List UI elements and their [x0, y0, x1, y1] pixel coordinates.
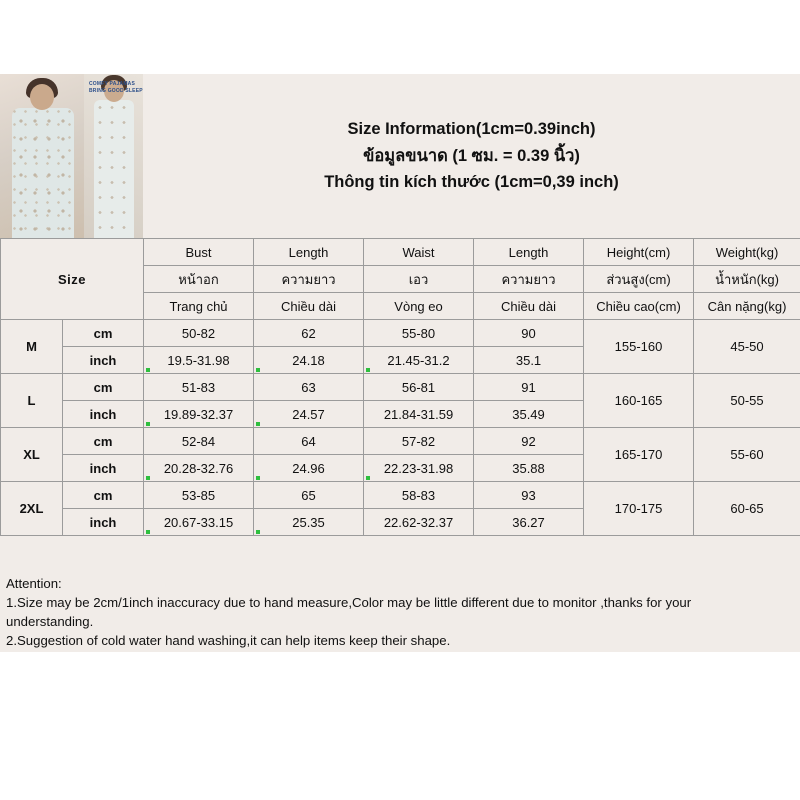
- header-length2-th: ความยาว: [474, 266, 584, 293]
- title-vietnamese: Thông tin kích thước (1cm=0,39 inch): [324, 173, 619, 191]
- m-cm-length1: 62: [254, 320, 364, 347]
- m-inch-bust: 19.5-31.98: [144, 347, 254, 374]
- header-height-vi: Chiều cao(cm): [584, 293, 694, 320]
- xxl-cm-length2: 93: [474, 482, 584, 509]
- row-size-xl: XL: [1, 428, 63, 482]
- xxl-cm-bust: 53-85: [144, 482, 254, 509]
- header-length1-vi: Chiều dài: [254, 293, 364, 320]
- unit-inch-2xl: inch: [63, 509, 144, 536]
- attention-note-2: 2.Suggestion of cold water hand washing,it can help items keep their shape.: [6, 633, 451, 648]
- xxl-cm-length1: 65: [254, 482, 364, 509]
- table-row: [1, 428, 800, 455]
- pajama-left-pattern: [12, 108, 74, 238]
- xl-cm-waist: 57-82: [364, 428, 474, 455]
- photo-badge-line1: COMFY PAJAMAS: [89, 81, 136, 87]
- l-cm-waist: 56-81: [364, 374, 474, 401]
- attention-note-1-cont: understanding.: [6, 614, 94, 629]
- xl-inch-waist: 22.23-31.98: [364, 455, 474, 482]
- unit-inch-xl: inch: [63, 455, 144, 482]
- header-length1-en: Length: [254, 239, 364, 266]
- header-bust-th: หน้าอก: [144, 266, 254, 293]
- l-weight: 50-55: [694, 374, 800, 428]
- header-length2-vi: Chiều dài: [474, 293, 584, 320]
- m-cm-length2: 90: [474, 320, 584, 347]
- xxl-inch-length2: 36.27: [474, 509, 584, 536]
- header-height-th: ส่วนสูง(cm): [584, 266, 694, 293]
- table-header-row-en: [1, 239, 800, 266]
- pajama-right-pattern: [94, 100, 134, 238]
- table-row: [1, 320, 800, 347]
- table-row: [1, 482, 800, 509]
- m-inch-length1: 24.18: [254, 347, 364, 374]
- photo-badge-line2: BRING GOOD SLEEP: [89, 88, 143, 94]
- table-row: [1, 374, 800, 401]
- size-table: [0, 238, 800, 536]
- xl-height: 165-170: [584, 428, 694, 482]
- m-inch-length2: 35.1: [474, 347, 584, 374]
- l-inch-waist: 21.84-31.59: [364, 401, 474, 428]
- attention-note-1: 1.Size may be 2cm/1inch inaccuracy due to hand measure,Color may be little different due to monitor ,thanks for your: [6, 595, 692, 610]
- header-length1-th: ความยาว: [254, 266, 364, 293]
- m-cm-waist: 55-80: [364, 320, 474, 347]
- xxl-inch-waist: 22.62-32.37: [364, 509, 474, 536]
- model-left-illustration: [0, 74, 84, 238]
- unit-inch-l: inch: [63, 401, 144, 428]
- unit-cm-xl: cm: [63, 428, 144, 455]
- m-cm-bust: 50-82: [144, 320, 254, 347]
- xxl-height: 170-175: [584, 482, 694, 536]
- size-header-cell: Size: [1, 239, 144, 320]
- xl-cm-bust: 52-84: [144, 428, 254, 455]
- unit-cm-m: cm: [63, 320, 144, 347]
- row-size-m: M: [1, 320, 63, 374]
- xl-inch-length2: 35.88: [474, 455, 584, 482]
- product-photo: [0, 74, 143, 238]
- xxl-inch-length1: 25.35: [254, 509, 364, 536]
- xxl-cm-waist: 58-83: [364, 482, 474, 509]
- xl-cm-length2: 92: [474, 428, 584, 455]
- model-left-head: [30, 84, 54, 110]
- xl-cm-length1: 64: [254, 428, 364, 455]
- l-height: 160-165: [584, 374, 694, 428]
- header-length2-en: Length: [474, 239, 584, 266]
- xxl-weight: 60-65: [694, 482, 800, 536]
- row-size-l: L: [1, 374, 63, 428]
- m-weight: 45-50: [694, 320, 800, 374]
- xl-inch-bust: 20.28-32.76: [144, 455, 254, 482]
- header-weight-vi: Cân nặng(kg): [694, 293, 800, 320]
- header-waist-vi: Vòng eo: [364, 293, 474, 320]
- attention-heading: Attention:: [6, 576, 62, 591]
- l-cm-length1: 63: [254, 374, 364, 401]
- header-height-en: Height(cm): [584, 239, 694, 266]
- unit-cm-2xl: cm: [63, 482, 144, 509]
- header-weight-en: Weight(kg): [694, 239, 800, 266]
- l-inch-bust: 19.89-32.37: [144, 401, 254, 428]
- xl-inch-length1: 24.96: [254, 455, 364, 482]
- model-right-illustration: [84, 74, 143, 238]
- xl-weight: 55-60: [694, 428, 800, 482]
- unit-cm-l: cm: [63, 374, 144, 401]
- l-cm-bust: 51-83: [144, 374, 254, 401]
- unit-inch-m: inch: [63, 347, 144, 374]
- header-bust-vi: Trang chủ: [144, 293, 254, 320]
- m-height: 155-160: [584, 320, 694, 374]
- xxl-inch-bust: 20.67-33.15: [144, 509, 254, 536]
- l-inch-length2: 35.49: [474, 401, 584, 428]
- title-thai: ข้อมูลขนาด (1 ซม. = 0.39 นิ้ว): [363, 147, 580, 165]
- header-waist-en: Waist: [364, 239, 474, 266]
- l-inch-length1: 24.57: [254, 401, 364, 428]
- title-english: Size Information(1cm=0.39inch): [347, 120, 596, 138]
- title-block: [143, 74, 800, 238]
- header-waist-th: เอว: [364, 266, 474, 293]
- row-size-2xl: 2XL: [1, 482, 63, 536]
- attention-block: [0, 570, 800, 650]
- header-bust-en: Bust: [144, 239, 254, 266]
- header-weight-th: น้ำหนัก(kg): [694, 266, 800, 293]
- l-cm-length2: 91: [474, 374, 584, 401]
- photo-badge: [89, 81, 143, 95]
- m-inch-waist: 21.45-31.2: [364, 347, 474, 374]
